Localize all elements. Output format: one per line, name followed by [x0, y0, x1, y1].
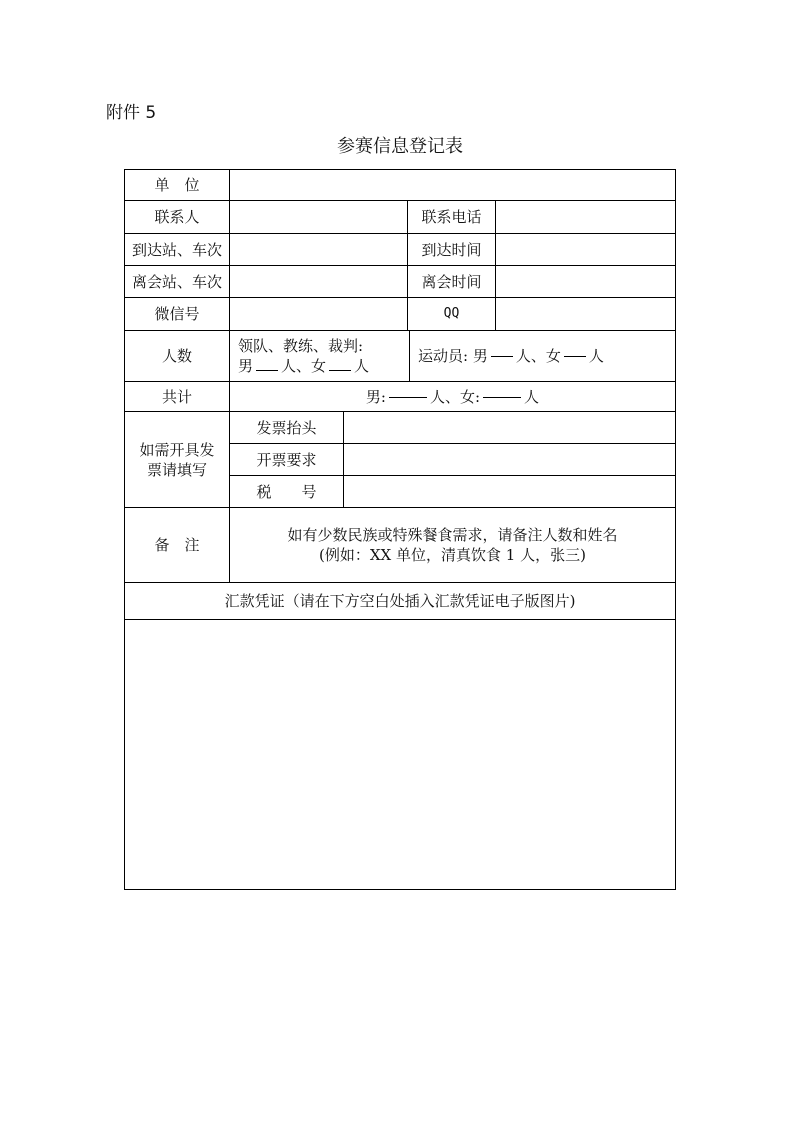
voucher-label: 汇款凭证（请在下方空白处插入汇款凭证电子版图片) [224, 592, 576, 610]
tax-number-label: 税 号 [256, 482, 317, 501]
total-label: 共计 [161, 387, 192, 406]
invoice-label-line1: 如需开具发 [139, 440, 215, 459]
staff-end-text: 人 [354, 357, 370, 375]
remark-cell[interactable] [230, 508, 675, 582]
qq-label: QQ [443, 306, 460, 321]
departure-time-input[interactable] [496, 266, 675, 297]
departure-station-input[interactable] [230, 266, 407, 297]
phone-input[interactable] [496, 201, 675, 233]
total-male-text: 男: [365, 387, 386, 406]
unit-label: 单 位 [154, 176, 200, 194]
arrival-station-label: 到达站、车次 [131, 240, 222, 259]
invoice-label-line2: 票请填写 [146, 460, 207, 479]
invoice-requirement-input[interactable] [344, 444, 675, 475]
athlete-male-blank[interactable] [491, 355, 513, 357]
staff-female-blank[interactable] [329, 369, 351, 371]
arrival-station-input[interactable] [230, 234, 407, 265]
contact-input[interactable] [230, 201, 407, 233]
athlete-end-text: 人 [588, 347, 604, 365]
total-male-blank[interactable] [389, 396, 427, 398]
total-female-text: 人、女: [429, 387, 481, 406]
tax-number-input[interactable] [344, 476, 675, 507]
staff-female-text: 人、女 [281, 357, 327, 375]
unit-input[interactable] [230, 170, 675, 200]
staff-male-blank[interactable] [256, 369, 278, 371]
staff-count-caption: 领队、教练、裁判: [238, 337, 364, 355]
qq-input[interactable] [496, 298, 675, 330]
total-count-cell [230, 382, 675, 411]
registration-form [124, 169, 676, 890]
staff-count-cell [230, 331, 409, 381]
staff-count-line [238, 356, 369, 376]
arrival-time-input[interactable] [496, 234, 675, 265]
attachment-label: 附件 5 [106, 103, 157, 123]
people-label: 人数 [161, 347, 192, 365]
departure-time-label: 离会时间 [421, 272, 482, 291]
arrival-time-label: 到达时间 [421, 240, 482, 259]
athlete-female-blank[interactable] [564, 355, 586, 357]
voucher-image-area[interactable] [125, 620, 675, 889]
total-end-text: 人 [524, 387, 540, 406]
contact-label: 联系人 [154, 208, 200, 226]
athlete-count-cell [410, 331, 675, 381]
total-female-blank[interactable] [483, 396, 521, 398]
phone-label: 联系电话 [421, 208, 482, 226]
remark-hint-line1: 如有少数民族或特殊餐食需求，请备注人数和姓名 [287, 526, 618, 544]
departure-station-label: 离会站、车次 [131, 272, 222, 291]
wechat-label: 微信号 [154, 305, 200, 323]
athlete-female-text: 人、女 [515, 347, 561, 365]
wechat-input[interactable] [230, 298, 407, 330]
staff-male-text: 男 [238, 357, 254, 375]
invoice-requirement-label: 开票要求 [256, 450, 317, 469]
remark-label: 备 注 [154, 536, 200, 554]
form-title: 参赛信息登记表 [337, 136, 463, 157]
invoice-title-input[interactable] [344, 412, 675, 443]
invoice-title-label: 发票抬头 [256, 418, 317, 437]
remark-hint-line2: (例如：XX 单位，清真饮食 1 人，张三) [319, 546, 586, 564]
invoice-label [125, 412, 229, 507]
athlete-count-text: 运动员: 男 [418, 347, 488, 365]
